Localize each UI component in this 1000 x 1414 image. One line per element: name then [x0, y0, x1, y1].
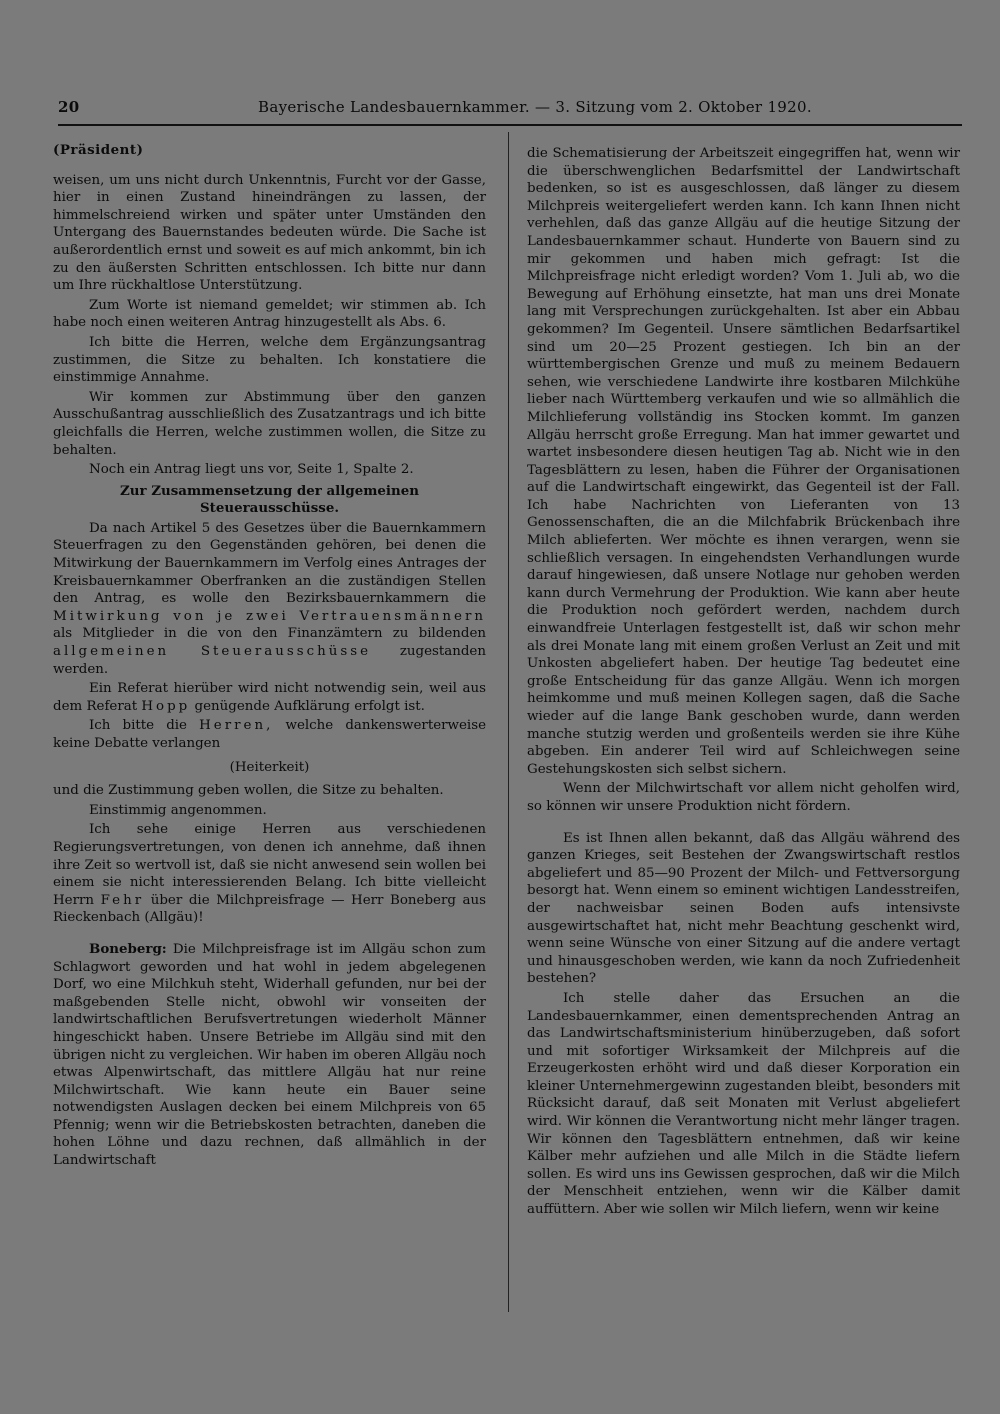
speech-paragraph	[53, 941, 486, 1170]
running-header	[58, 98, 960, 122]
name-reference: Hopp	[141, 698, 191, 714]
paragraph: weisen, um uns nicht durch Unkenntnis, Furcht vor der Gasse, hier in einen Zustand hineindrängen zu lassen, der himmelschreiend wirken und später unter Umständen den Untergang des Bauernstandes bedeuten würde. Die Sache ist außerordentlich ernst und soweit es auf mich ankommt, bin ich zu den äußersten Schritten entschlossen. Ich bitte nur dann um Ihre rückhaltlose Unterstützung.	[53, 172, 486, 294]
paragraph: und die Zustimmung geben wollen, die Sitze zu behalten.	[53, 783, 444, 799]
text-run: Die Milchpreisfrage ist im Allgäu schon zum Schlagwort geworden und hat wohl in jedem abgelegenen Dorf, wo eine Milchkuh steht, Widerhall gefunden, nur bei der maßgebenden Stelle nicht, obwohl wir vonseiten der landwirtschaftlichen Berufsvertretungen wiederholt Männer hingeschickt haben. Unsere Betriebe im Allgäu sind mit den übrigen nicht zu vergleichen. Wir haben im oberen Allgäu noch etwas Alpenwirtschaft, das mittlere Allgäu hat nur reine Milchwirtschaft. Wie kann heute ein Bauer seine notwendigsten Auslagen decken bei einem Milchpreis von 65 Pfennig; wenn wir die Betriebskosten betrachten, daneben die hohen Löhne und dazu rechnen, daß allmählich in der Landwirtschaft	[53, 941, 486, 1169]
paragraph	[53, 717, 486, 752]
page-number: 20	[58, 98, 80, 116]
left-column	[53, 142, 486, 1172]
paragraph: die Schematisierung der Arbeitszeit eingegriffen hat, wenn wir die überschwenglichen Bedarfsmittel der Landwirtschaft bedenken, so ist es ausgeschlossen, daß länger zu diesem Milchpreis weitergeliefert werden kann. Ich kann Ihnen nicht verhehlen, daß das ganze Allgäu auf die heutige Sitzung der Landesbauernkammer schaut. Hunderte von Bauern sind zu mir gekommen und haben mich gefragt: Ist die Milchpreisfrage nicht erledigt worden? Vom 1. Juli ab, wo die Bewegung auf Erhöhung einsetzte, hat man uns drei Monate lang mit Versprechungen zurückgehalten. Ist aber ein Abbau gekommen? Im Gegenteil. Unsere sämtlichen Bedarfsartikel sind um 20—25 Prozent gestiegen. Ich bin an der württembergischen Grenze und muß zu meinem Bedauern sehen, wie verschiedene Landwirte ihre kostbaren Milchkühe lieber nach Württemberg verkaufen und wie so allmählich die Milchlieferung vollständig ins Stocken kommt. Im ganzen Allgäu herrscht große Erregung. Man hat immer gewartet und wartet insbesondere diesen heutigen Tag ab. Nicht wie in den Tagesblättern zu lesen, haben die Führer der Organisationen auf die Landwirtschaft eingewirkt, das Gegenteil ist der Fall. Ich habe Nachrichten von Lieferanten von 13 Genossenschaften, die an die Milchfabrik Brückenbach ihre Milch ablieferten. Wer möchte es ihnen verargen, wenn sie schließlich versagen. In eingehendsten Verhandlungen wurde darauf hingewiesen, daß unsere Notlage nur gehoben werden kann durch Vermehrung der Produktion. Wie kann aber heute die Produktion noch gefördert werden, nachdem durch einwandfreie Unterlagen festgestellt ist, daß wir schon mehr als drei Monate lang mit einem großen Verlust an Zeit und mit Unkosten abgeliefert haben. Der heutige Tag bedeutet eine große Entscheidung für das ganze Allgäu. Wenn ich morgen heimkomme und muß meinen Kollegen sagen, daß die Sache wieder auf die lange Bank geschoben wurde, dann werden manche stutzig werden und großenteils werden sie ihre Kühe abgeben. Ein anderer Teil wird auf Schleichwegen seine Gestehungskosten sich selbst sichern.	[527, 146, 960, 777]
speaker-name: Boneberg:	[89, 940, 167, 957]
spaced-text: Mitwirkung von je zwei Vertrauensmännern	[53, 608, 486, 624]
section-heading: Zur Zusammensetzung der allgemeinen Steuerausschüsse.	[120, 482, 419, 517]
text-run: Ein Referat hierüber wird nicht notwendig sein, weil aus dem Referat	[53, 681, 486, 714]
paragraph: Es ist Ihnen allen bekannt, daß das Allgäu während des ganzen Krieges, seit Bestehen der Zwangswirtschaft restlos abgeliefert und 85—90 Prozent der Milch- und Fettversorgung besorgt hat. Wenn einem so eminent wichtigen Landesstreifen, der nachweisbar seinen Boden aufs intensivste ausgewirtschaftet hat, nicht mehr Beachtung geschenkt wird, wenn seine Wünsche von einer Sitzung auf die andere vertagt und hinausgeschoben werden, wie kann da noch Zufriedenheit bestehen?	[527, 830, 960, 987]
motion-paragraph	[53, 520, 486, 678]
text-run: Ich sehe einige Herren aus verschiedenen Regierungsvertretungen, von denen ich annehme, daß ihnen ihre Zeit so wertvoll ist, daß sie nicht anwesend sein wollen bei einem sie nicht interessierenden Belang. Ich bitte vielleicht Herrn	[53, 822, 486, 908]
text-run: zugestanden werden.	[53, 644, 486, 677]
speaker-label: (Präsident)	[53, 142, 144, 158]
text-run: Da nach Artikel 5 des Gesetzes über die Bauernkammern Steuerfragen zu den Gegenständen gehören, bei denen die Mitwirkung der Bauernkammern im Verfolg eines Antrages der Kreisbauernkammer Oberfranken an die zuständigen Stellen den Antrag, es wolle den Bezirksbauernkammern die	[53, 520, 486, 607]
header-rule	[58, 124, 962, 126]
text-run: genügende Aufklärung erfolgt ist.	[194, 698, 425, 714]
text-run: Ich bitte die	[89, 718, 187, 734]
spaced-text: allgemeinen Steuerausschüsse	[53, 644, 372, 660]
paragraph: Ich bitte die Herren, welche dem Ergänzungsantrag zustimmen, die Sitze zu behalten. Ich konstatiere die einstimmige Annahme.	[53, 334, 486, 386]
spaced-text: Herren,	[199, 718, 274, 734]
column-divider	[508, 132, 509, 1312]
paragraph	[53, 680, 486, 715]
header-title: Bayerische Landesbauernkammer. — 3. Sitzung vom 2. Oktober 1920.	[258, 98, 812, 116]
text-run: als Mitglieder in die von den Finanzämtern zu bildenden	[53, 626, 486, 642]
interjection: (Heiterkeit)	[229, 759, 310, 775]
paragraph: Zum Worte ist niemand gemeldet; wir stimmen ab. Ich habe noch einen weiteren Antrag hinzugestellt als Abs. 6.	[53, 297, 486, 331]
paragraph: Wenn der Milchwirtschaft vor allem nicht geholfen wird, so können wir unsere Produktion nicht fördern.	[527, 781, 960, 814]
text-run: welche dankenswerterweise keine Debatte verlangen	[53, 718, 487, 751]
paragraph	[53, 821, 486, 927]
text-run: über die Milchpreisfrage — Herr Boneberg aus Rieckenbach (Allgäu)!	[53, 892, 487, 926]
paragraph: Einstimmig angenommen.	[89, 802, 267, 818]
right-column	[527, 145, 960, 1221]
paragraph: Ich stelle daher das Ersuchen an die Landesbauernkammer, einen dementsprechenden Antrag an das Landwirtschaftsministerium hinüberzugeben, daß sofort und mit sofortiger Wirksamkeit der Milchpreis auf die Erzeugerkosten erhöht wird und daß dieser Korporation ein kleiner Unternehmergewinn zugestanden bleibt, besonders mit Rücksicht darauf, daß seit Monaten mit Verlust abgeliefert wird. Wir können die Verantwortung nicht mehr länger tragen. Wir können den Tagesblättern entnehmen, daß wir keine Kälber mehr aufziehen und alle Milch in die Städte liefern sollen. Es wird uns ins Gewissen gesprochen, daß wir die Milch der Menschheit entziehen, wenn wir die Kälber damit auffüttern. Aber wie sollen wir Milch liefern, wenn wir keine	[527, 990, 960, 1218]
name-reference: Fehr	[100, 892, 145, 908]
paragraph: Wir kommen zur Abstimmung über den ganzen Ausschußantrag ausschließlich des Zusatzantrags und ich bitte gleichfalls die Herren, welche zustimmen wollen, die Sitze zu behalten.	[53, 389, 486, 458]
paragraph: Noch ein Antrag liegt uns vor, Seite 1, Spalte 2.	[89, 462, 414, 478]
